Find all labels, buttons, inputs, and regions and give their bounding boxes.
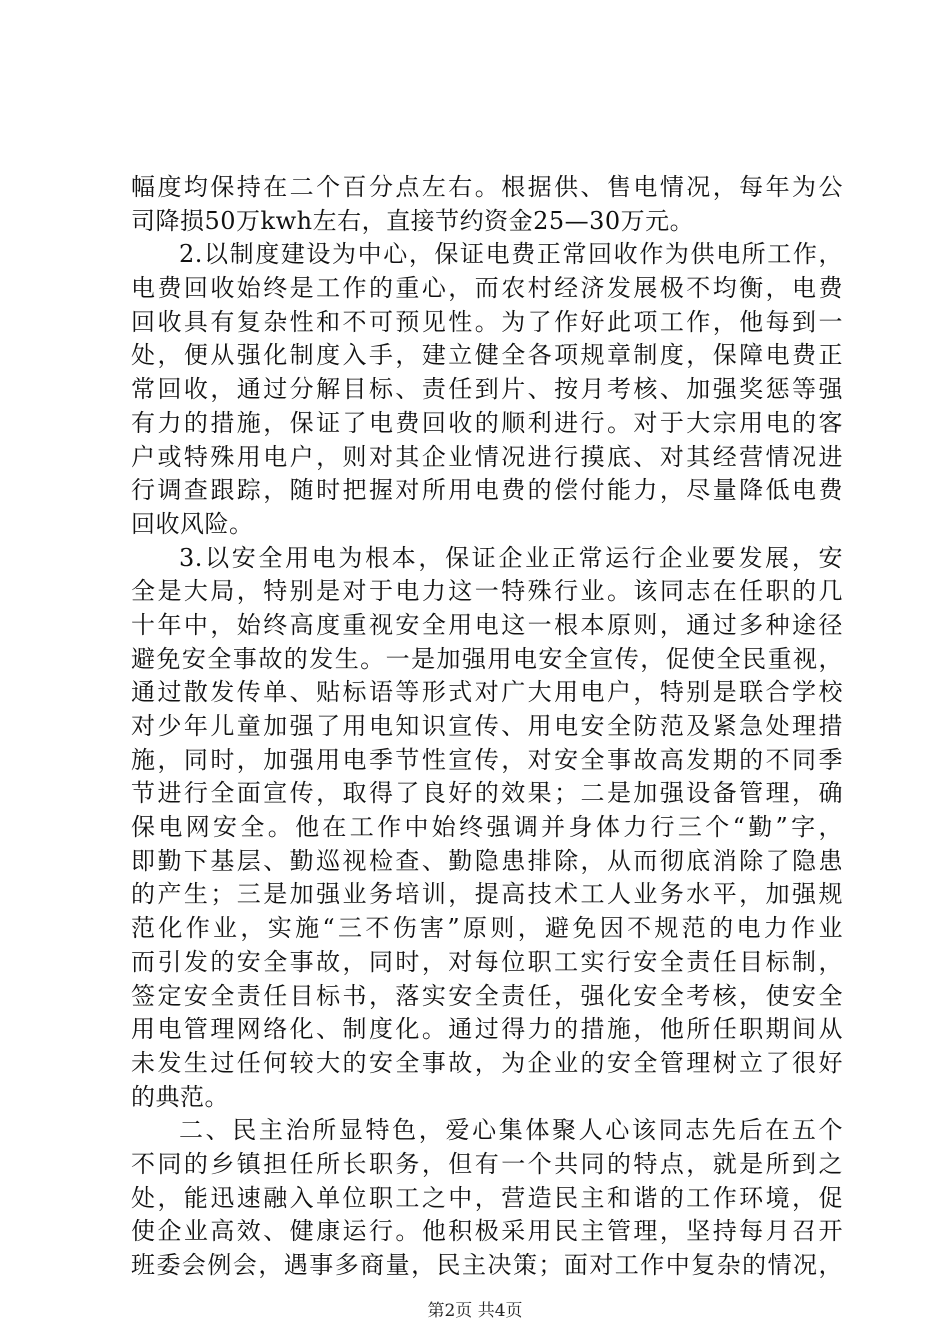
text-line: 全是大局，特别是对于电力这一特殊行业。该同志在任职的几 <box>131 577 843 606</box>
text-line: 节进行全面宣传，取得了良好的效果；二是加强设备管理，确 <box>131 779 843 808</box>
text-line: 户或特殊用电户，则对其企业情况进行摸底、对其经营情况进 <box>131 442 843 471</box>
text-line: 施，同时，加强用电季节性宣传，对安全事故高发期的不同季 <box>131 745 843 774</box>
text-line: 常回收，通过分解目标、责任到片、按月考核、加强奖惩等强 <box>131 375 843 404</box>
text-line: 的典范。 <box>131 1082 229 1111</box>
text-line: 对少年儿童加强了用电知识宣传、用电安全防范及紧急处理措 <box>131 712 843 740</box>
text-line: 的产生；三是加强业务培训，提高技术工人业务水平，加强规 <box>131 880 843 909</box>
text-line: 未发生过任何较大的安全事故，为企业的安全管理树立了很好 <box>131 1048 843 1077</box>
text-line: 签定安全责任目标书，落实安全责任，强化安全考核，使安全 <box>131 981 843 1010</box>
text-line: 而引发的安全事故，同时，对每位职工实行安全责任目标制， <box>131 947 843 976</box>
text-line: 回收具有复杂性和不可预见性。为了作好此项工作，他每到一 <box>131 307 843 336</box>
text-line: 范化作业，实施“三不伤害”原则，避免因不规范的电力作业 <box>131 914 843 943</box>
text-line: 避免安全事故的发生。一是加强用电安全宣传，促使全民重视， <box>131 644 843 673</box>
text-line: 幅度均保持在二个百分点左右。根据供、售电情况，每年为公 <box>131 173 843 201</box>
paragraph-start-line: 3.以安全用电为根本，保证企业正常运行企业要发展，安 <box>179 543 843 572</box>
text-line: 即勤下基层、勤巡视检查、勤隐患排除，从而彻底消除了隐患 <box>131 846 843 875</box>
document-body <box>131 171 843 1283</box>
text-line: 通过散发传单、贴标语等形式对广大用电户，特别是联合学校 <box>131 678 843 707</box>
text-line: 班委会例会，遇事多商量，民主决策；面对工作中复杂的情况， <box>131 1251 843 1279</box>
text-line: 回收风险。 <box>131 509 254 538</box>
page-number-footer: 第2页 共4页 <box>427 1301 523 1321</box>
text-line: 司降损50万kwh左右，直接节约资金25—30万元。 <box>131 206 695 235</box>
text-line: 用电管理网络化、制度化。通过得力的措施，他所任职期间从 <box>131 1015 843 1044</box>
text-line: 电费回收始终是工作的重心，而农村经济发展极不均衡，电费 <box>131 274 843 303</box>
paragraph-start-line: 2.以制度建设为中心，保证电费正常回收作为供电所工作， <box>179 240 843 269</box>
text-line: 处，能迅速融入单位职工之中，营造民主和谐的工作环境，促 <box>131 1183 843 1212</box>
paragraph-start-line: 二、民主治所显特色，爱心集体聚人心该同志先后在五个 <box>179 1116 843 1145</box>
text-line: 有力的措施，保证了电费回收的顺利进行。对于大宗用电的客 <box>131 408 843 437</box>
text-line: 使企业高效、健康运行。他积极采用民主管理，坚持每月召开 <box>131 1217 843 1246</box>
text-line: 保电网安全。他在工作中始终强调并身体力行三个“勤”字， <box>131 813 843 842</box>
text-line: 不同的乡镇担任所长职务，但有一个共同的特点，就是所到之 <box>131 1149 843 1178</box>
text-line: 处，便从强化制度入手，建立健全各项规章制度，保障电费正 <box>131 341 843 370</box>
text-line: 十年中，始终高度重视安全用电这一根本原则，通过多种途径 <box>131 610 843 639</box>
text-line: 行调查跟踪，随时把握对所用电费的偿付能力，尽量降低电费 <box>131 476 843 505</box>
